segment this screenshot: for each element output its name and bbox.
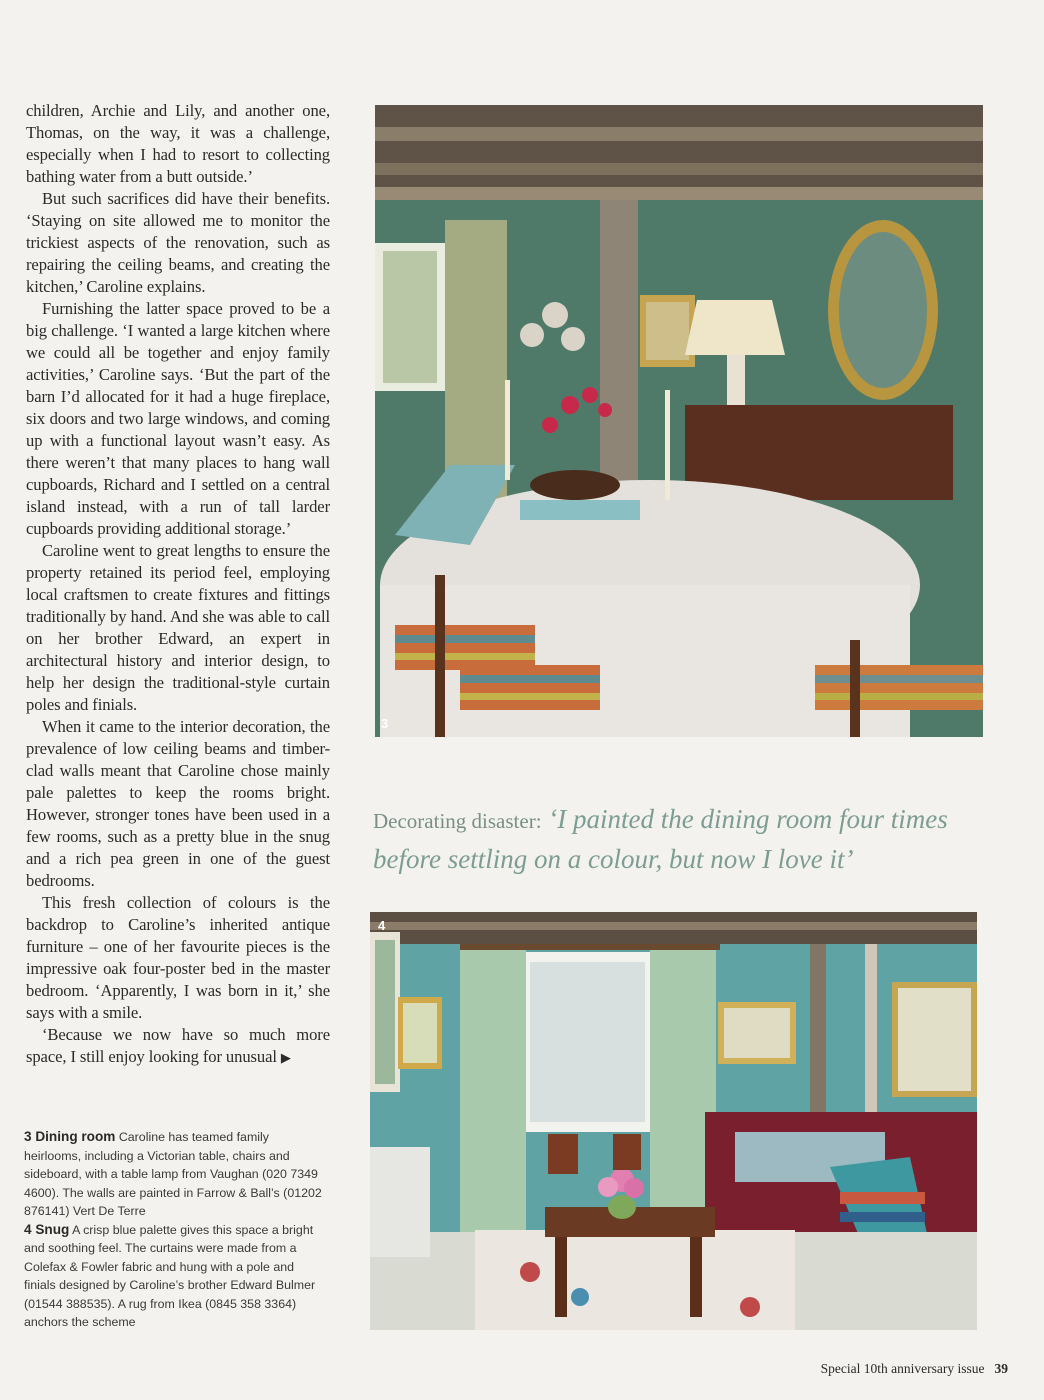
- caption-dining-heading: 3 Dining room: [24, 1129, 116, 1144]
- body-paragraph: When it came to the interior decoration, the prevalence of low ceiling beams and timber-clad walls meant that Caroline chose mainly pale palettes to keep the rooms bright. However, stronger tones have been used in a few rooms, such as a pretty blue in the snug and a rich pea green in one of the guest bedrooms.: [26, 717, 330, 890]
- body-paragraph: Furnishing the latter space proved to be a big challenge. ‘I wanted a large kitchen where we could all be together and enjoy family activities,’ Caroline says. ‘But the part of the barn I’d allocated for it had a huge fireplace, six doors and two large windows, and coming up with a functional layout wasn’t easy. As there weren’t that many places to hang wall cupboards, Richard and I settled on a central island instead, with a run of tall larder cupboards providing additional storage.’: [26, 299, 330, 538]
- issue-label: Special 10th anniversary issue: [820, 1361, 985, 1376]
- caption-dining-text: Caroline has teamed family heirlooms, including a Victorian table, chairs and sideboard, with a table lamp from Vaughan (020 7349 4600). The walls are painted in Farrow & Ball’s (01202 876141) Vert De Terre: [24, 1130, 322, 1218]
- caption-snug: [24, 1221, 324, 1332]
- article-body: [26, 100, 330, 1069]
- page-number: 39: [994, 1361, 1008, 1376]
- photo-number-dining: 3: [381, 716, 389, 731]
- body-paragraph: Caroline went to great lengths to ensure the property retained its period feel, employing local craftsmen to create fixtures and fittings traditionally by hand. And she was able to call on her brother Edward, an expert in architectural history and interior design, to help her design the traditional-style curtain poles and finials.: [26, 541, 330, 714]
- body-paragraph: This fresh collection of colours is the backdrop to Caroline’s inherited antique furniture – one of her favourite pieces is the impressive oak four-poster bed in the master bedroom. ‘Apparently, I was born in it,’ she says with a smile.: [26, 893, 330, 1022]
- body-paragraph: But such sacrifices did have their benefits. ‘Staying on site allowed me to monitor the trickiest aspects of the renovation, such as repairing the ceiling beams, and creating the kitchen,’ Caroline explains.: [26, 189, 330, 296]
- last-paragraph-text: ‘Because we now have so much more space, I still enjoy looking for unusual: [26, 1025, 330, 1066]
- photo-number-snug: 4: [378, 918, 386, 933]
- caption-snug-heading: 4 Snug: [24, 1221, 70, 1237]
- page-footer: [821, 1361, 1008, 1377]
- continue-arrow-icon: ▶: [280, 1050, 291, 1065]
- dining-room-photo: [375, 105, 983, 737]
- snug-photo: [370, 912, 977, 1330]
- caption-dining: [24, 1128, 324, 1221]
- dining-room-illustration: [375, 105, 983, 737]
- pull-quote-text: ‘I painted the dining room four times before settling on a colour, but now I love it’: [373, 804, 948, 874]
- photo-captions: [24, 1128, 324, 1332]
- body-paragraph: children, Archie and Lily, and another one, Thomas, on the way, it was a challenge, especially when I had to resort to collecting bathing water from a butt outside.’: [26, 101, 330, 186]
- pull-quote-label: Decorating disaster:: [373, 809, 542, 833]
- caption-snug-text: A crisp blue palette gives this space a bright and soothing feel. The curtains were made from a Colefax & Fowler fabric and hung with a pole and finials designed by Caroline’s brother Edward Bulmer (01544 388535). A rug from Ikea (0845 358 3364) anchors the scheme: [24, 1222, 316, 1329]
- body-paragraph: [26, 1024, 330, 1069]
- snug-illustration: [370, 912, 977, 1330]
- pull-quote: [373, 800, 993, 878]
